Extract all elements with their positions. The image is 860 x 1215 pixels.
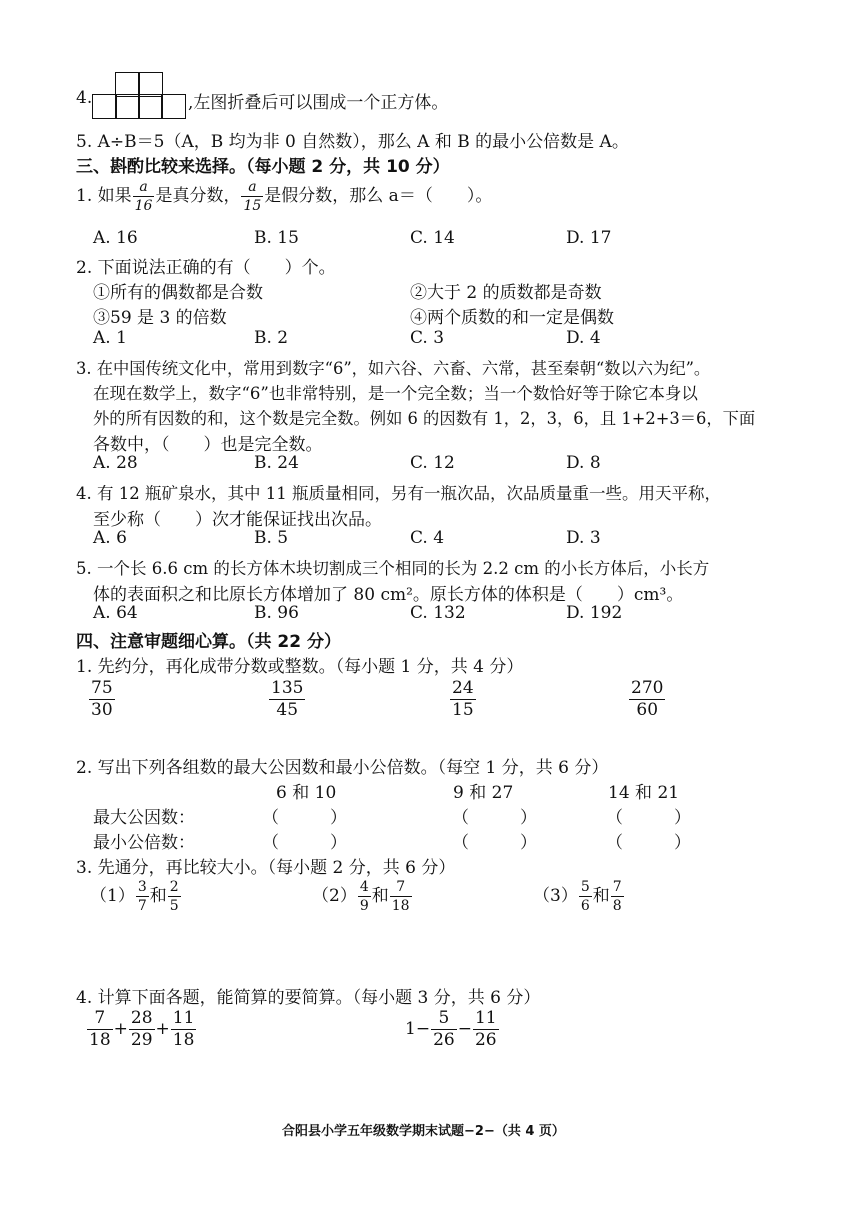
sec3-q3-line-2: 在现在数学上，数字“6”也非常特别，是一个完全数；当一个数恰好等于除它本身以 [93, 384, 698, 403]
compare-item-2: （2） $\frac{4}{9}$ 和 $\frac{7}{18}$ [312, 879, 410, 914]
sec3-q4-line-1: 4. 有 12 瓶矿泉水，其中 11 瓶质量相同，另有一瓶次品，次品质量重一些。用天平称， [76, 484, 721, 503]
sec3-q2-option-b: B. 2 [254, 328, 289, 348]
sec3-q2-statement-2: ②大于 2 的质数都是奇数 [410, 283, 602, 303]
gcf-blank-1[interactable]: （ ） [262, 808, 347, 828]
gcf-blank-3[interactable]: （ ） [606, 808, 691, 828]
sec3-q5-option-b: B. 96 [254, 603, 299, 623]
compare-item-1: （1） $\frac{3}{7}$ 和 $\frac{2}{5}$ [90, 879, 179, 914]
sec3-q3-line-3: 外的所有因数的和，这个数是完全数。例如 6 的因数有 1，2，3，6，且 1+2+3＝6，下面 [93, 409, 756, 428]
calc-expression-1: $\frac{7}{18}$ + $\frac{28}{29}$ + $\frac{11}{18}$ [89, 1008, 195, 1050]
simplify-fraction-4: $\frac{270}{60}$ [631, 678, 664, 720]
group-header-1: 6 和 10 [276, 783, 337, 803]
sec3-q5-line-2: 体的表面积之和比原长方体增加了 80 cm²。原长方体的体积是（ ）cm³。 [93, 585, 684, 605]
compare-item-3: （3） $\frac{5}{6}$ 和 $\frac{7}{8}$ [533, 879, 622, 914]
sec3-q5-option-d: D. 192 [566, 603, 623, 623]
sec3-q2-option-c: C. 3 [410, 328, 445, 348]
sec3-q3-option-a: A. 28 [93, 453, 138, 473]
sec3-q1-option-a: A. 16 [93, 228, 138, 248]
sec3-q4-option-c: C. 4 [410, 528, 445, 548]
simplify-fraction-1: $\frac{75}{30}$ [91, 678, 113, 720]
judge-q4-number: 4. [76, 88, 93, 108]
gcf-row-label: 最大公因数： [93, 808, 195, 828]
sec3-q1-option-c: C. 14 [410, 228, 455, 248]
fraction-a-15: $\frac{a}{15}$ [243, 179, 262, 214]
simplify-fraction-3: $\frac{24}{15}$ [452, 678, 474, 720]
judge-q5: 5. A÷B＝5（A，B 均为非 0 自然数），那么 A 和 B 的最小公倍数是 A。 [76, 132, 629, 152]
sec3-q4-option-d: D. 3 [566, 528, 601, 548]
lcm-row-label: 最小公倍数： [93, 833, 195, 853]
sec3-q1-stem: 1. 如果 $\frac{a}{16}$ 是真分数， $\frac{a}{15}$ 是假分数，那么 a＝（ ）。 [76, 179, 493, 214]
sec3-q2-statement-4: ④两个质数的和一定是偶数 [410, 308, 614, 328]
sec4-part4-title: 4. 计算下面各题，能简算的要简算。（每小题 3 分，共 6 分） [76, 988, 541, 1008]
sec3-q2-statement-3: ③59 是 3 的倍数 [93, 308, 227, 328]
sec3-q2-option-a: A. 1 [93, 328, 127, 348]
sec3-q3-line-1: 3. 在中国传统文化中，常用到数字“6”，如六谷、六畜、六常，甚至秦朝“数以六为纪”。 [76, 359, 711, 378]
simplify-fraction-2: $\frac{135}{45}$ [271, 678, 304, 720]
sec3-q4-option-b: B. 5 [254, 528, 289, 548]
sec3-q3-option-c: C. 12 [410, 453, 455, 473]
section-3-title: 三、斟酌比较来选择。（每小题 2 分，共 10 分） [76, 157, 450, 177]
sec3-q1-option-b: B. 15 [254, 228, 299, 248]
sec3-q3-line-4: 各数中，（ ）也是完全数。 [93, 435, 323, 455]
sec4-part3-title: 3. 先通分，再比较大小。（每小题 2 分，共 6 分） [76, 858, 456, 878]
page-footer: 合阳县小学五年级数学期末试题−2−（共 4 页） [282, 1124, 565, 1139]
gcf-blank-2[interactable]: （ ） [452, 808, 537, 828]
sec3-q5-option-c: C. 132 [410, 603, 466, 623]
sec3-q2-stem: 2. 下面说法正确的有（ ）个。 [76, 258, 336, 278]
sec3-q3-option-d: D. 8 [566, 453, 601, 473]
fraction-a-16: $\frac{a}{16}$ [134, 179, 153, 214]
sec3-q4-line-2: 至少称（ ）次才能保证找出次品。 [93, 510, 382, 530]
sec3-q4-option-a: A. 6 [93, 528, 127, 548]
sec3-q1-option-d: D. 17 [566, 228, 612, 248]
sec3-q5-line-1: 5. 一个长 6.6 cm 的长方体木块切割成三个相同的长为 2.2 cm 的小长方体后，小长方 [76, 559, 710, 578]
sec4-part1-title: 1. 先约分，再化成带分数或整数。（每小题 1 分，共 4 分） [76, 657, 524, 677]
sec3-q3-option-b: B. 24 [254, 453, 299, 473]
lcm-blank-2[interactable]: （ ） [452, 833, 537, 853]
lcm-blank-1[interactable]: （ ） [262, 833, 347, 853]
section-4-title: 四、注意审题细心算。（共 22 分） [76, 632, 341, 652]
cube-net-figure [92, 72, 186, 119]
group-header-3: 14 和 21 [608, 783, 680, 803]
sec3-q2-statement-1: ①所有的偶数都是合数 [93, 283, 263, 303]
sec3-q5-option-a: A. 64 [93, 603, 138, 623]
judge-q4-text: ,左图折叠后可以围成一个正方体。 [188, 93, 449, 113]
sec3-q2-option-d: D. 4 [566, 328, 601, 348]
calc-expression-2: 1− $\frac{5}{26}$ − $\frac{11}{26}$ [405, 1008, 497, 1050]
group-header-2: 9 和 27 [453, 783, 514, 803]
lcm-blank-3[interactable]: （ ） [606, 833, 691, 853]
sec4-part2-title: 2. 写出下列各组数的最大公因数和最小公倍数。（每空 1 分，共 6 分） [76, 758, 609, 778]
